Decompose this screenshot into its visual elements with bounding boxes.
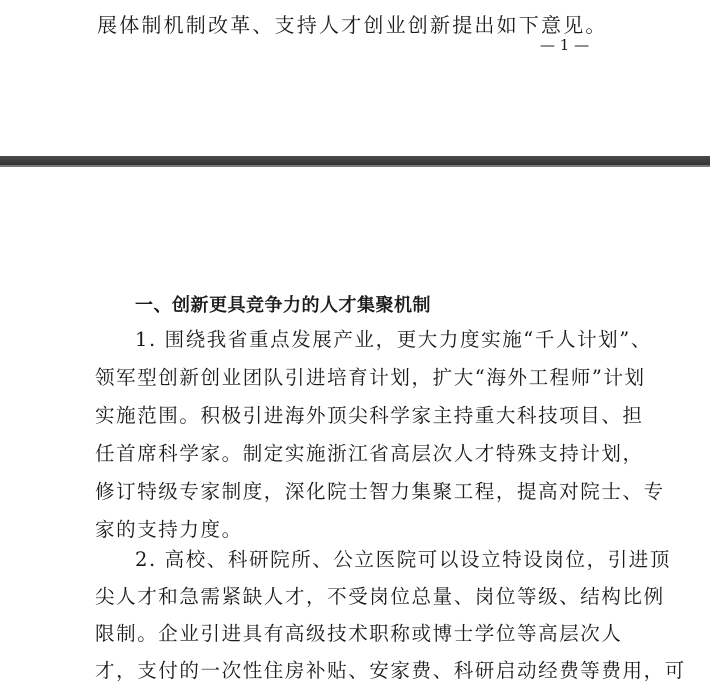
paragraph-line: 家的支持力度。 (95, 518, 243, 541)
paragraph-line: 才，支付的一次性住房补贴、安家费、科研启动经费等费用，可 (95, 659, 686, 682)
previous-page (0, 0, 710, 156)
section-heading: 一、创新更具竞争力的人才集聚机制 (135, 295, 431, 316)
paragraph-line: 实施范围。积极引进海外顶尖科学家主持重大科技项目、担 (95, 404, 644, 427)
paragraph-line: 修订特级专家制度，深化院士智力集聚工程，提高对院士、专 (95, 480, 665, 503)
paragraph-line: 限制。企业引进具有高级技术职称或博士学位等高层次人 (95, 622, 623, 645)
paragraph-line: 1. 围绕我省重点发展产业，更大力度实施“千人计划”、 (135, 328, 652, 351)
paragraph-line: 尖人才和急需紧缺人才，不受岗位总量、岗位等级、结构比例 (95, 585, 665, 608)
page-number: — 1 — (540, 36, 590, 54)
current-page (0, 167, 710, 681)
paragraph-line: 任首席科学家。制定实施浙江省高层次人才特殊支持计划， (95, 442, 644, 465)
previous-page-last-line: 展体制机制改革、支持人才创业创新提出如下意见。 (97, 13, 608, 37)
paragraph-line: 领军型创新创业团队引进培育计划，扩大“海外工程师”计划 (95, 366, 646, 389)
paragraph-line: 2. 高校、科研院所、公立医院可以设立特设岗位，引进顶 (135, 548, 672, 571)
page-separator (0, 156, 710, 167)
